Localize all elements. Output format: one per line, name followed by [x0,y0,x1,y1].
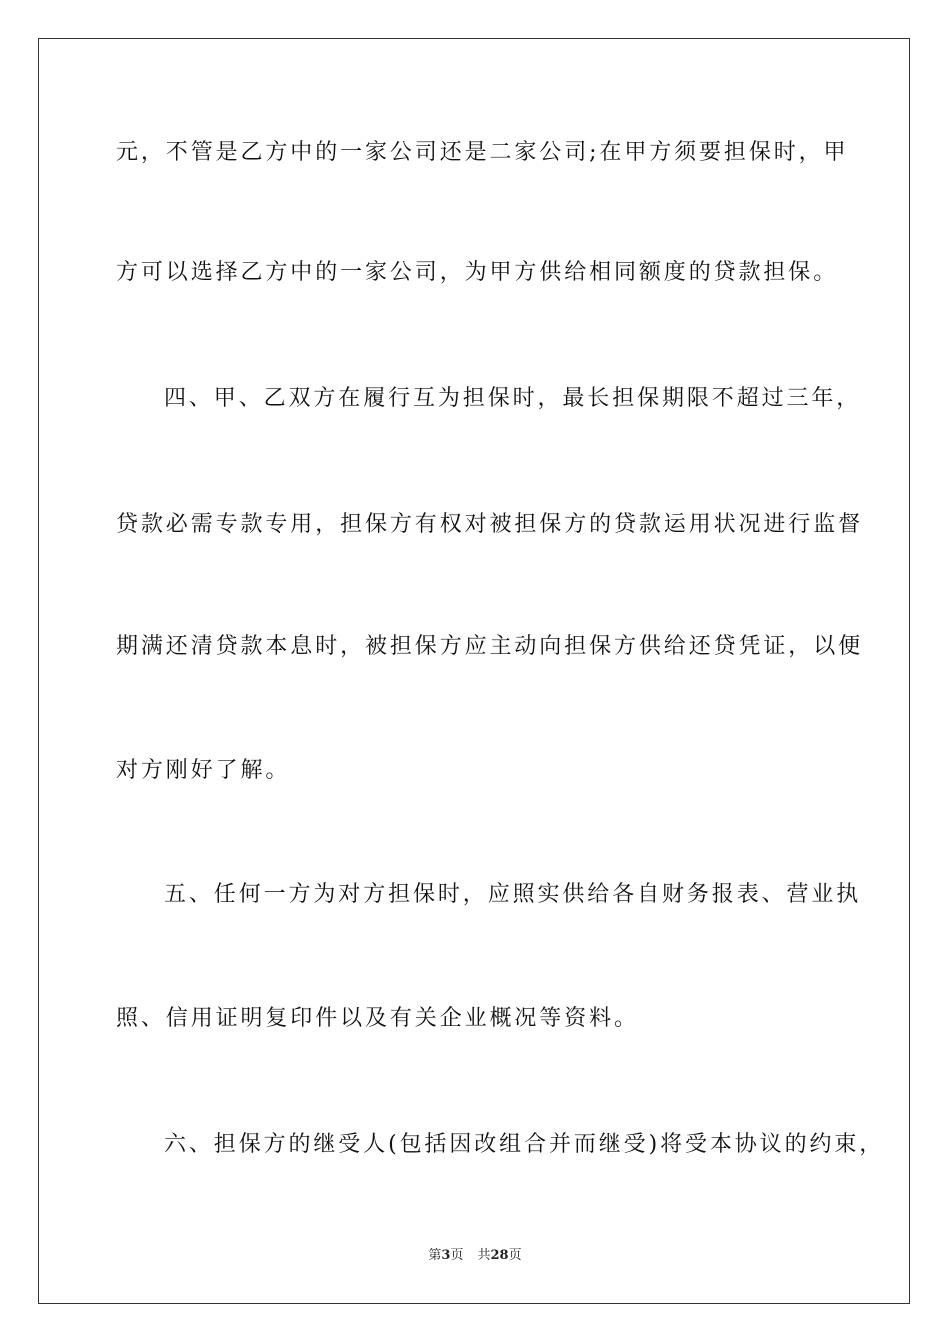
total-suffix: 页 [508,1248,522,1263]
paragraph-line: 六、担保方的继受人(包括因改组合并而继受)将受本协议的约束， [164,1132,885,1157]
page-prefix: 第 [428,1248,442,1263]
paragraph-line: 对方刚好了解。 [116,758,291,783]
paragraph-line: 照、信用证明复印件以及有关企业概况等资料。 [116,1006,639,1031]
paragraph-line: 五、任何一方为对方担保时，应照实供给各自财务报表、营业执 [164,882,862,907]
page-suffix: 页 [450,1248,464,1263]
page-number: 3 [441,1248,451,1263]
paragraph-line: 期满还清贷款本息时，被担保方应主动向担保方供给还贷凭证，以便 [116,634,864,659]
paragraph-line: 贷款必需专款专用，担保方有权对被担保方的贷款运用状况进行监督 [116,512,864,537]
total-pages: 28 [490,1248,509,1263]
page-footer [0,1247,950,1265]
paragraph-line: 方可以选择乙方中的一家公司，为甲方供给相同额度的贷款担保。 [116,260,839,285]
paragraph-line: 四、甲、乙双方在履行互为担保时，最长担保期限不超过三年， [164,386,862,411]
page-border [38,38,910,1304]
total-prefix: 共 [477,1248,491,1263]
paragraph-line: 元，不管是乙方中的一家公司还是二家公司;在甲方须要担保时，甲 [116,140,849,165]
